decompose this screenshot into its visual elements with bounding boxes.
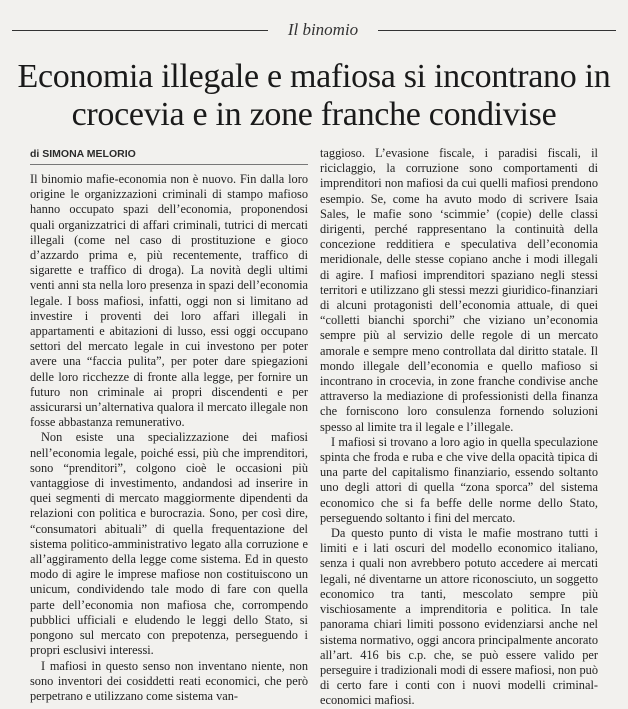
byline: di SIMONA MELORIO [30, 148, 136, 160]
paragraph: I mafiosi in questo senso non inventano niente, non sono inventori dei cosiddetti reati economici, che però perpetrano e utilizzano come sistema van- [30, 658, 308, 703]
paragraph: Il binomio mafie-economia non è nuovo. Fin dalla loro origine le organizzazioni criminali di stampo mafioso hanno occupato spazi dell’economia, proponendosi quali organizzatrici di affari criminali, tutrici di mercati illegali (come nel caso di prostituzione e gioco d’azzardo prima e, più recentemente, traffico di sigarette e traffico di droga). La novità degli ultimi venti anni sta nella loro presenza in spazi dell’economia legale. I boss mafiosi, infatti, oggi non si limitano ad investire i proventi dei loro affari illegali in appartamenti e abitazioni di lusso, essi oggi occupano settori del mercato legale in cui investono per poter avere una “faccia pulita”, per poter dare spiegazioni delle loro ricchezze di fronte alla legge, per fornire un futuro non criminale ai propri discendenti e per assicurarsi un’alternativa qualora il mercato illegale non fosse abbastanza remunerativo. [30, 172, 308, 430]
section-label: Il binomio [268, 16, 378, 42]
byline-rule [30, 164, 308, 165]
paragraph: taggioso. L’evasione fiscale, i paradisi fiscali, il riciclaggio, la corruzione sono comportamenti di imprenditori non mafiosi da cui quelli mafiosi prendono esempio. Se, come ha avuto modo di scrivere Isaia Sales, le mafie sono ‘scimmie’ (copie) delle classi dirigenti, perché rappresentano la continuità della concezione redditiera e speculativa dell’economia meridionale, delle stesse copiano anche i modi illegali di agire. I mafiosi imprenditori spaziano negli stessi territori e utilizzano gli stessi mezzi giuridico-finanziari di alcuni protagonisti dell’economia attuale, di quei “colletti bianchi sporchi” che viziano un’economia sempre più al servizio delle regole di un mercato amorale e sempre meno controllata dal diritto statale. Il mondo illegale dell’economia e quello mafioso si incontrano in crocevia, in zone franche condivise anche attraverso la mediazione di professionisti della finanza che forniscono loro consulenza fornendo soluzioni spesso al limite tra il legale e l’illegale. [320, 146, 598, 434]
left-column [30, 172, 308, 704]
paragraph: Da questo punto di vista le mafie mostrano tutti i limiti e i lati oscuri del modello economico italiano, senza i quali non avrebbero potuto accedere ai mercati legali, né diventarne un attore riconosciuto, un soggetto economico tra tanti, mescolato sempre più vischiosamente a imprenditoria e politica. In tale panorama chiari limiti possono evidenziarsi anche nel sistema normativo, oggi ancora principalmente ancorato all’art. 416 bis c.p. che, se può essere valido per perseguire i tradizionali modi di essere mafiosi, non può di certo fare i conti con i nuovi modelli criminal-economici mafiosi. [320, 526, 599, 708]
paragraph: I mafiosi si trovano a loro agio in quella speculazione spinta che froda e ruba e che vive della opacità tipica di una parte del capitalismo finanziario, essendo soltanto uno degli attori di quella “zona sporca” del sistema economico che si fa beffe delle norme dello Stato, perseguendo soltanto i fini del mercato. [320, 434, 598, 525]
headline: Economia illegale e mafiosa si incontrano in crocevia e in zone franche condivise [17, 58, 611, 133]
paragraph: Non esiste una specializzazione dei mafiosi nell’economia legale, poiché essi, più che imprenditori, sono “prenditori”, colgono cioè le occasioni più vantaggiose di investimento, andandosi ad inserire in quei segmenti di mercato maggiormente dipendenti da relazioni con politica e burocrazia. Sono, per così dire, “consumatori abituali” di quella frequentazione del sistema politico-amministrativo legato alla corruzione e all’aggiramento della legge come sistema. Ed in questo modo di agire le imprese mafiose non costituiscono un unicum, condividendo tale modo di fare con quella parte dell’economia non mafiosa che, corrompendo pubblici ufficiali e eludendo le leggi dello Stato, si pongono sul mercato con prepotenza, perseguendo i propri esclusivi interessi. [30, 430, 308, 658]
right-column [320, 146, 598, 709]
